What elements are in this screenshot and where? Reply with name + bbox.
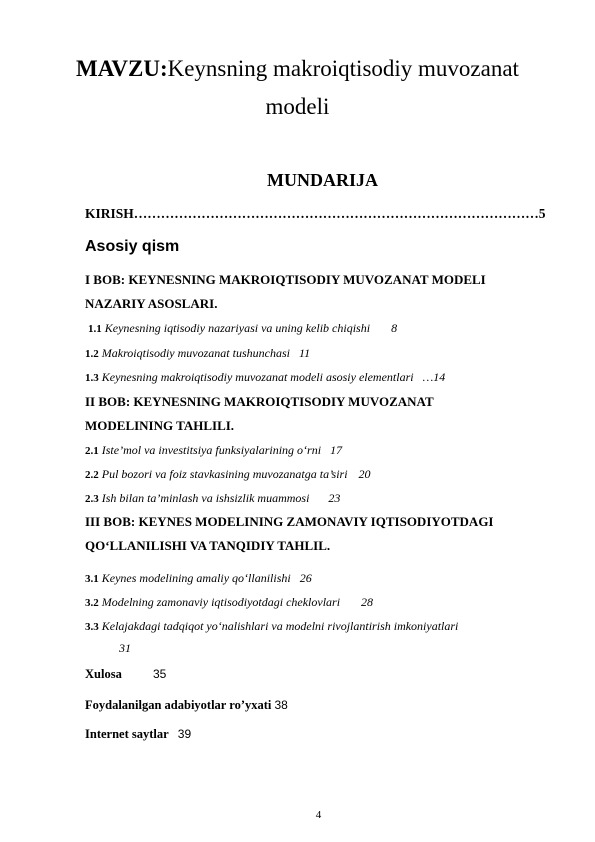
conclusion-page: 35 xyxy=(152,667,167,681)
item-text: Ish bilan ta’minlash va ishsizlik muammosi xyxy=(101,491,310,505)
document-title-continued xyxy=(0,92,595,122)
item-text: Makroiqtisodiy muvozanat tushunchasi xyxy=(101,346,290,360)
chapter-2-title-line1: II BOB: KEYNESNING MAKROIQTISODIY MUVOZANAT xyxy=(85,394,434,409)
item-page: …14 xyxy=(422,370,446,384)
document-title xyxy=(0,54,595,84)
title-label: MAVZU: xyxy=(76,56,168,81)
internet-sites-page: 39 xyxy=(177,727,192,741)
intro-text: KIRISH xyxy=(85,206,134,221)
item-text: Modelning zamonaviy iqtisodiyotdagi cheklovlari xyxy=(101,595,341,609)
toc-item-3-3-page xyxy=(119,640,131,656)
item-text: Iste’mol va investitsiya funksiyalarining o‘rni xyxy=(101,443,322,457)
chapter-1-title-line1: I BOB: KEYNESNING MAKROIQTISODIY MUVOZANAT MODELI xyxy=(85,272,486,287)
references-page: 38 xyxy=(274,698,288,712)
title-topic-part2: modeli xyxy=(265,94,330,119)
title-topic-part1: Keynsning makroiqtisodiy muvozanat xyxy=(167,56,519,81)
chapter-3-title-line1: III BOB: KEYNES MODELINING ZAMONAVIY IQTISODIYOTDAGI xyxy=(85,514,494,529)
toc-item-2-2 xyxy=(85,466,371,483)
toc-item-3-2 xyxy=(85,594,373,611)
item-page: 23 xyxy=(328,491,341,505)
item-page: 8 xyxy=(391,321,398,335)
toc-intro-entry xyxy=(85,206,546,222)
toc-item-1-1 xyxy=(88,320,397,337)
item-number: 1.1 xyxy=(88,323,102,335)
item-number: 2.2 xyxy=(85,469,99,481)
item-number: 2.3 xyxy=(85,493,99,505)
item-number: 1.2 xyxy=(85,348,99,360)
chapter-3-title-line2: QO‘LLANILISHI VA TANQIDIY TAHLIL. xyxy=(85,538,331,553)
toc-item-2-1 xyxy=(85,442,342,459)
item-number: 2.1 xyxy=(85,445,99,457)
intro-page: 5 xyxy=(538,206,546,221)
toc-conclusion xyxy=(85,667,166,682)
toc-item-3-3 xyxy=(85,618,458,635)
toc-internet-sites xyxy=(85,727,191,742)
chapter-1-title-line2: NAZARIY ASOSLARI. xyxy=(85,296,218,311)
item-page: 31 xyxy=(119,641,131,655)
internet-sites-label: Internet saytlar xyxy=(85,727,169,741)
item-number: 3.3 xyxy=(85,621,99,633)
toc-item-3-1 xyxy=(85,570,312,587)
item-page: 17 xyxy=(330,443,343,457)
page-number: 4 xyxy=(315,809,322,821)
references-label: Foydalanilgan adabiyotlar ro’yxati xyxy=(85,698,272,712)
toc-references xyxy=(85,698,288,713)
item-number: 1.3 xyxy=(85,372,99,384)
item-page: 20 xyxy=(358,467,371,481)
chapter-2-title-line2: MODELINING TAHLILI. xyxy=(85,418,235,433)
intro-dots: ……………………………………………………………………………… xyxy=(133,206,539,221)
item-number: 3.2 xyxy=(85,597,99,609)
toc-heading: MUNDARIJA xyxy=(267,170,378,190)
conclusion-label: Xulosa xyxy=(85,667,122,681)
toc-item-1-3 xyxy=(85,369,445,386)
item-number: 3.1 xyxy=(85,573,99,585)
toc-item-1-2 xyxy=(85,345,310,362)
item-text: Keynesning makroiqtisodiy muvozanat modeli asosiy elementlari xyxy=(101,370,414,384)
toc-item-2-3 xyxy=(85,490,340,507)
item-text: Keynes modelining amaliy qo‘llanilishi xyxy=(101,571,291,585)
item-page: 26 xyxy=(299,571,312,585)
section-heading: Asosiy qism xyxy=(85,238,180,255)
item-page: 11 xyxy=(298,346,311,360)
item-page: 28 xyxy=(361,595,374,609)
item-text: Pul bozori va foiz stavkasining muvozanatga ta’siri xyxy=(101,467,348,481)
item-text: Kelajakdagi tadqiqot yo‘nalishlari va modelni rivojlantirish imkoniyatlari xyxy=(101,619,459,633)
item-text: Keynesning iqtisodiy nazariyasi va uning kelib chiqishi xyxy=(104,321,371,335)
